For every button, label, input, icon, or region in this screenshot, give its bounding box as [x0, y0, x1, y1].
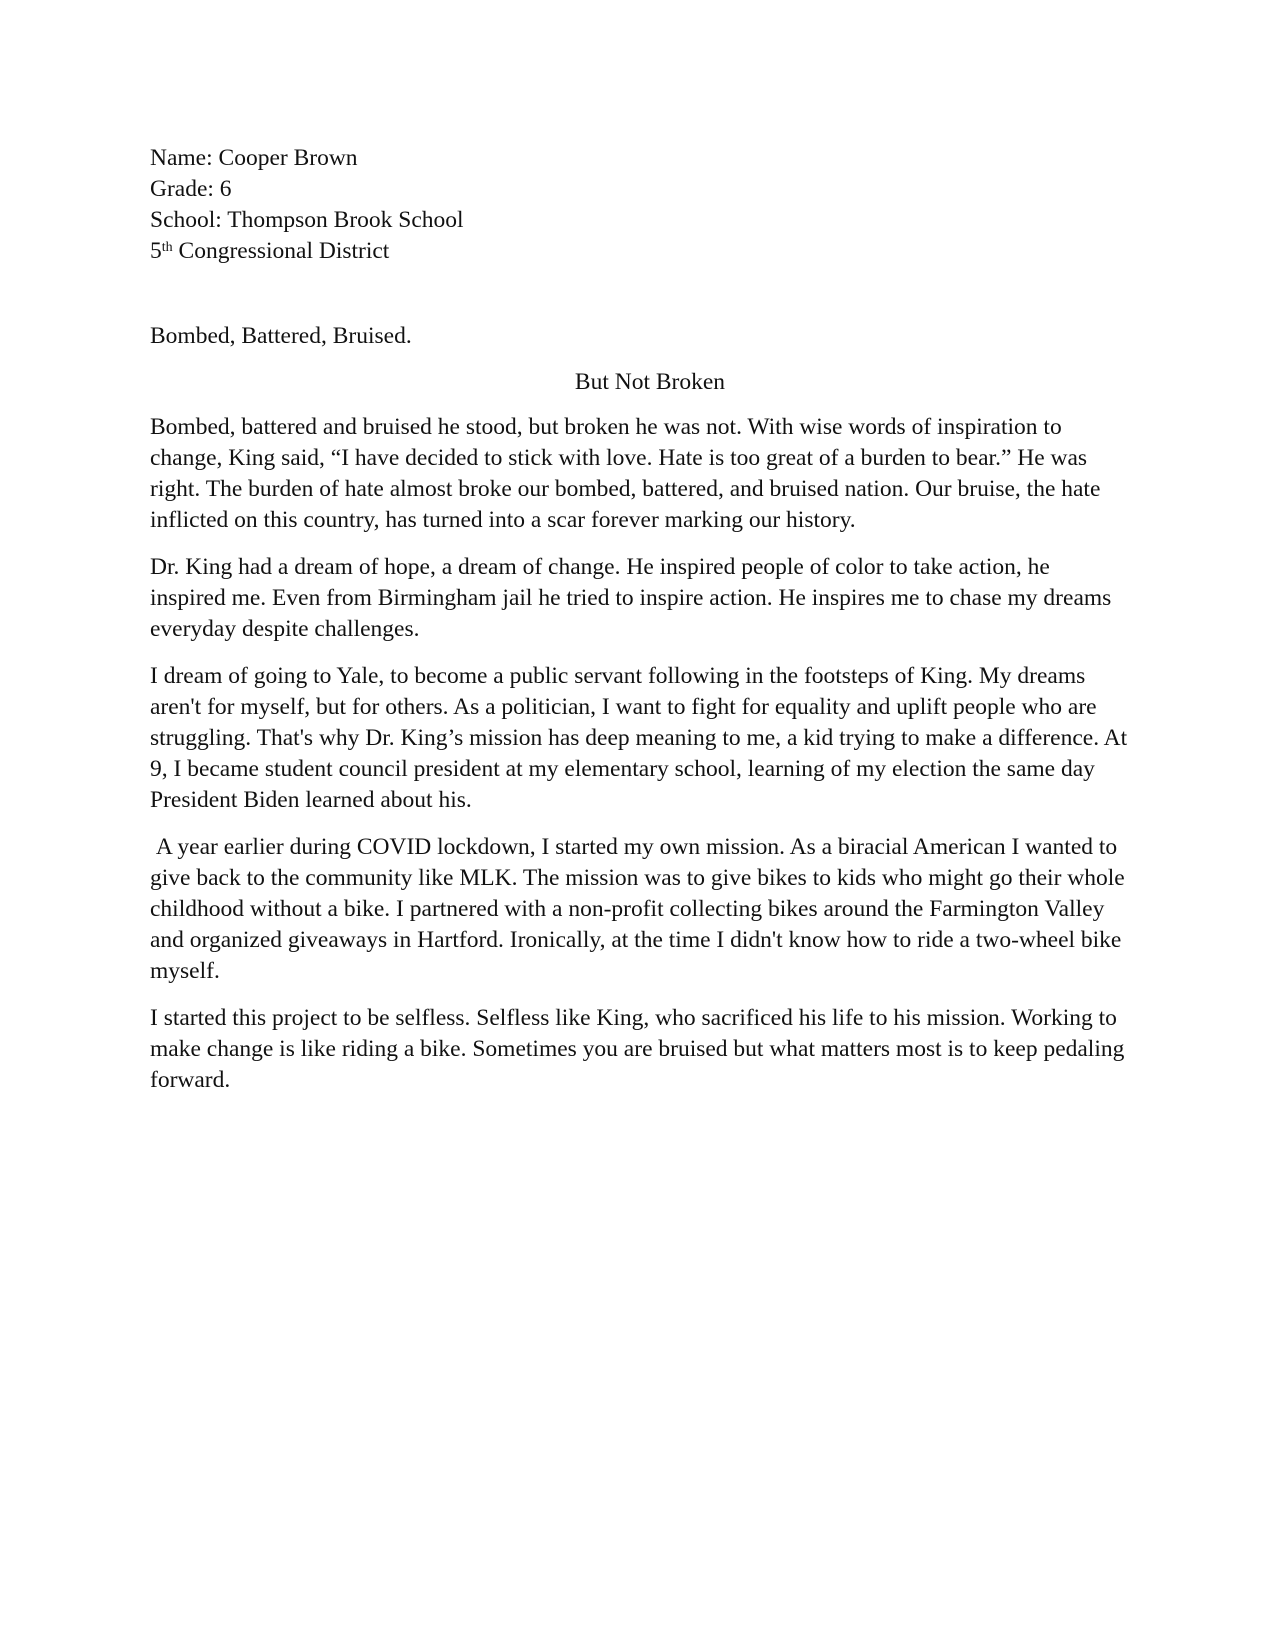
essay-paragraph-5: I started this project to be selfless. Selfless like King, who sacrificed his life to his mission. Working to make change is like riding a bike. Sometimes you are bruised but what matters most is to keep pedaling forward.	[150, 1005, 1131, 1093]
student-name: Name: Cooper Brown	[150, 145, 358, 171]
essay-body	[150, 412, 1134, 1112]
essay-paragraph-4: A year earlier during COVID lockdown, I started my own mission. As a biracial American I wanted to give back to the community like MLK. The mission was to give bikes to kids who might go their whole childhood without a bike. I partnered with a non-profit collecting bikes around the Farmington Valley and organized giveaways in Hartford. Ironically, at the time I didn't know how to ride a two-wheel bike myself.	[150, 834, 1131, 984]
student-grade: Grade: 6	[150, 176, 232, 202]
district-number: 5	[150, 238, 162, 264]
essay-title: But Not Broken	[574, 369, 726, 395]
district-label: Congressional District	[172, 238, 390, 264]
essay-paragraph-2: Dr. King had a dream of hope, a dream of change. He inspired people of color to take action, he inspired me. Even from Birmingham jail he tried to inspire action. He inspires me to chase my dreams everyday despite challenges.	[150, 554, 1118, 642]
district-ordinal-suffix: th	[161, 240, 173, 256]
congressional-district	[150, 236, 1130, 267]
document-content	[150, 143, 1134, 1093]
essay-paragraph-1: Bombed, battered and bruised he stood, but broken he was not. With wise words of inspiration to change, King said, “I have decided to stick with love. Hate is too great of a burden to bear.” He was right. The burden of hate almost broke our bombed, battered, and bruised nation. Our bruise, the hate inflicted on this country, has turned into a scar forever marking our history.	[150, 414, 1107, 533]
student-info	[150, 143, 1130, 267]
essay-paragraph-3: I dream of going to Yale, to become a public servant following in the footsteps of King. My dreams aren't for myself, but for others. As a politician, I want to fight for equality and uplift people who are struggling. That's why Dr. King’s mission has deep meaning to me, a kid trying to make a difference. At 9, I became student council president at my elementary school, learning of my election the same day President Biden learned about his.	[150, 663, 1134, 813]
essay-kicker: Bombed, Battered, Bruised.	[150, 323, 412, 349]
student-school: School: Thompson Brook School	[150, 207, 464, 233]
